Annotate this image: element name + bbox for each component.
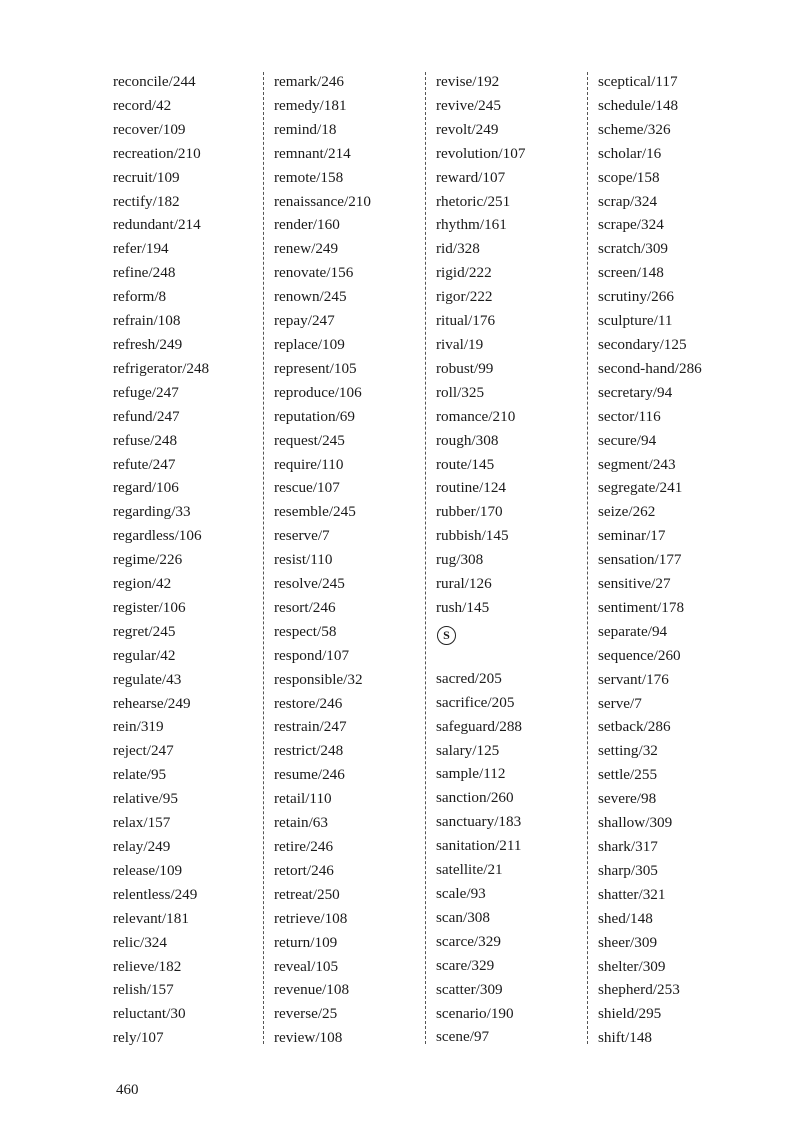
index-entry: revenue/108 [274, 981, 350, 999]
index-entry: relieve/182 [113, 957, 182, 975]
index-entry: relative/95 [113, 790, 178, 808]
index-entry: sculpture/11 [598, 312, 673, 330]
index-entry: salary/125 [436, 741, 500, 759]
index-entry: refer/194 [113, 240, 169, 258]
index-entry: refund/247 [113, 407, 180, 425]
index-entry: remedy/181 [274, 96, 347, 114]
index-entry: romance/210 [436, 407, 516, 425]
index-entry: remind/18 [274, 120, 337, 138]
index-entry: refuge/247 [113, 383, 179, 401]
index-entry: sensitive/27 [598, 575, 671, 593]
index-entry: repay/247 [274, 312, 335, 330]
index-entry: secondary/125 [598, 335, 687, 353]
index-entry: refute/247 [113, 455, 176, 473]
index-entry: robust/99 [436, 359, 494, 377]
index-entry: recruit/109 [113, 168, 180, 186]
index-entry: relentless/249 [113, 885, 198, 903]
index-entry: setback/286 [598, 718, 671, 736]
index-entry: secure/94 [598, 431, 657, 449]
index-entry: request/245 [274, 431, 345, 449]
index-entry: scrape/324 [598, 216, 664, 234]
index-entry: sceptical/117 [598, 73, 678, 90]
index-entry: release/109 [113, 861, 183, 879]
index-entry: second-hand/286 [598, 359, 702, 377]
index-entry: seminar/17 [598, 527, 666, 545]
index-entry: sensation/177 [598, 551, 682, 569]
index-entry: separate/94 [598, 622, 668, 640]
index-entry: renew/249 [274, 240, 339, 258]
index-entry: refine/248 [113, 264, 176, 282]
index-entry: regarding/33 [113, 503, 191, 521]
index-entry: shark/317 [598, 838, 658, 855]
index-entry: reluctant/30 [113, 1005, 186, 1023]
page-number: 460 [116, 1082, 139, 1098]
index-entry: scholar/16 [598, 144, 662, 162]
index-entry: segregate/241 [598, 479, 683, 497]
index-entry: setting/32 [598, 742, 658, 760]
index-entry: seize/262 [598, 503, 656, 521]
index-column-2 [274, 70, 371, 1050]
index-entry: shed/148 [598, 909, 653, 927]
index-entry: restore/246 [274, 694, 343, 712]
index-entry: relate/95 [113, 766, 167, 784]
index-entry: renovate/156 [274, 264, 354, 282]
index-entry: shelter/309 [598, 957, 666, 975]
index-entry: retail/110 [274, 790, 332, 808]
index-entry: rubber/170 [436, 503, 503, 521]
index-entry: scenario/190 [436, 1004, 514, 1022]
index-entry: rigid/222 [436, 264, 492, 282]
index-entry: rescue/107 [274, 479, 340, 497]
index-entry: refuse/248 [113, 431, 178, 449]
index-entry: reconcile/244 [113, 73, 196, 90]
index-entry: reform/8 [113, 288, 167, 306]
index-entry: regular/42 [113, 646, 176, 664]
column-divider [263, 72, 264, 1044]
index-entry: servant/176 [598, 670, 669, 688]
index-entry: retrieve/108 [274, 909, 348, 927]
index-entry: remnant/214 [274, 144, 351, 162]
index-entry: refresh/249 [113, 335, 183, 353]
index-entry: relevant/181 [113, 909, 189, 927]
index-entry: regime/226 [113, 551, 183, 569]
index-entry: shift/148 [598, 1029, 653, 1047]
index-entry: require/110 [274, 455, 344, 473]
index-entry: remark/246 [274, 73, 345, 90]
r-entries-list [436, 70, 525, 620]
column-divider [587, 72, 588, 1044]
index-entry: sanctuary/183 [436, 813, 522, 831]
index-entry: resemble/245 [274, 503, 356, 521]
index-entry: refrain/108 [113, 312, 181, 330]
index-entry: segment/243 [598, 455, 676, 473]
index-entry: satellite/21 [436, 861, 503, 879]
index-entry: routine/124 [436, 479, 507, 497]
index-entry: sheer/309 [598, 933, 658, 951]
index-entry: recover/109 [113, 120, 186, 138]
index-entry: resolve/245 [274, 575, 345, 593]
index-entry: scare/329 [436, 956, 495, 974]
index-entry: scan/308 [436, 908, 490, 926]
index-entry: shepherd/253 [598, 981, 680, 999]
index-entry: scatter/309 [436, 980, 503, 998]
index-entry: schedule/148 [598, 96, 679, 114]
index-entry: route/145 [436, 455, 495, 473]
index-entry: relish/157 [113, 981, 174, 999]
index-entry: shatter/321 [598, 885, 666, 903]
index-entry: sequence/260 [598, 646, 681, 664]
index-entry: regret/245 [113, 622, 176, 640]
index-entry: redundant/214 [113, 216, 201, 234]
index-entry: ritual/176 [436, 312, 496, 330]
index-entry: recreation/210 [113, 144, 201, 162]
section-letter-marker [436, 620, 525, 667]
index-entry: relay/249 [113, 838, 171, 855]
index-entry: safeguard/288 [436, 717, 523, 735]
index-entry: rough/308 [436, 431, 499, 449]
index-entry: renown/245 [274, 288, 347, 306]
index-entry: scene/97 [436, 1028, 490, 1046]
index-entry: relic/324 [113, 933, 167, 951]
index-entry: rubbish/145 [436, 527, 509, 545]
index-entry: reputation/69 [274, 407, 355, 425]
index-entry: restrict/248 [274, 742, 344, 760]
index-entry: responsible/32 [274, 670, 363, 688]
index-entry: sanitation/211 [436, 837, 522, 855]
index-entry: revive/245 [436, 96, 501, 114]
index-entry: respond/107 [274, 646, 350, 664]
index-entry: review/108 [274, 1029, 343, 1047]
index-entry: record/42 [113, 96, 172, 114]
index-entry: screen/148 [598, 264, 664, 282]
index-entry: rush/145 [436, 598, 490, 616]
index-entry: revolt/249 [436, 120, 499, 138]
index-entry: secretary/94 [598, 383, 673, 401]
index-entry: shallow/309 [598, 814, 673, 832]
index-entry: sector/116 [598, 407, 661, 425]
index-entry: reward/107 [436, 168, 506, 186]
index-entry: reverse/25 [274, 1005, 338, 1023]
index-entry: rival/19 [436, 335, 484, 353]
index-entry: rid/328 [436, 240, 480, 258]
index-entry: regulate/43 [113, 670, 182, 688]
index-entry: rectify/182 [113, 192, 180, 210]
index-entry: resist/110 [274, 551, 333, 569]
index-entry: sanction/260 [436, 789, 514, 807]
section-letter-badge: S [437, 626, 456, 645]
index-entry: settle/255 [598, 766, 658, 784]
index-entry: refrigerator/248 [113, 359, 210, 377]
index-entry: resume/246 [274, 766, 345, 784]
index-entry: retort/246 [274, 861, 334, 879]
index-column-3 [436, 70, 525, 1049]
index-entry: scope/158 [598, 168, 660, 186]
s-entries-list [436, 667, 525, 1050]
index-entry: rein/319 [113, 718, 164, 736]
index-entry: represent/105 [274, 359, 357, 377]
index-entry: render/160 [274, 216, 340, 234]
index-entry: restrain/247 [274, 718, 347, 736]
index-entry: rely/107 [113, 1029, 164, 1047]
index-entry: rhetoric/251 [436, 192, 511, 210]
index-entry: scratch/309 [598, 240, 669, 258]
index-entry: reserve/7 [274, 527, 330, 545]
index-entry: register/106 [113, 598, 186, 616]
index-entry: severe/98 [598, 790, 657, 808]
index-entry: revise/192 [436, 73, 500, 90]
index-entry: regardless/106 [113, 527, 202, 545]
index-entry: resort/246 [274, 598, 336, 616]
index-entry: revolution/107 [436, 144, 526, 162]
index-entry: rug/308 [436, 551, 484, 569]
index-entry: replace/109 [274, 335, 345, 353]
index-entry: scrap/324 [598, 192, 658, 210]
index-column-1 [113, 70, 209, 1050]
index-entry: scale/93 [436, 885, 486, 902]
index-entry: sample/112 [436, 765, 506, 783]
index-entry: renaissance/210 [274, 192, 371, 210]
index-entry: scrutiny/266 [598, 288, 674, 306]
index-entry: remote/158 [274, 168, 344, 186]
index-entry: retire/246 [274, 838, 334, 855]
index-entry: shield/295 [598, 1005, 662, 1023]
index-entry: serve/7 [598, 694, 642, 712]
index-entry: sacrifice/205 [436, 693, 515, 711]
index-entry: reject/247 [113, 742, 174, 760]
index-entry: regard/106 [113, 479, 179, 497]
index-entry: reveal/105 [274, 957, 339, 975]
index-entry: rural/126 [436, 575, 492, 593]
index-entry: rehearse/249 [113, 694, 191, 712]
index-entry: retreat/250 [274, 885, 340, 903]
index-column-4 [598, 70, 702, 1050]
index-entry: respect/58 [274, 622, 337, 640]
index-entry: sentiment/178 [598, 598, 685, 616]
column-divider [425, 72, 426, 1044]
index-entry: reproduce/106 [274, 383, 362, 401]
index-entry: region/42 [113, 575, 172, 593]
index-entry: sacred/205 [436, 669, 502, 687]
index-entry: rigor/222 [436, 288, 493, 306]
index-entry: rhythm/161 [436, 216, 507, 234]
index-entry: sharp/305 [598, 861, 658, 879]
index-entry: retain/63 [274, 814, 328, 832]
index-entry: roll/325 [436, 383, 485, 401]
index-entry: scheme/326 [598, 120, 671, 138]
index-entry: relax/157 [113, 814, 171, 832]
index-entry: scarce/329 [436, 932, 501, 950]
index-entry: return/109 [274, 933, 338, 951]
